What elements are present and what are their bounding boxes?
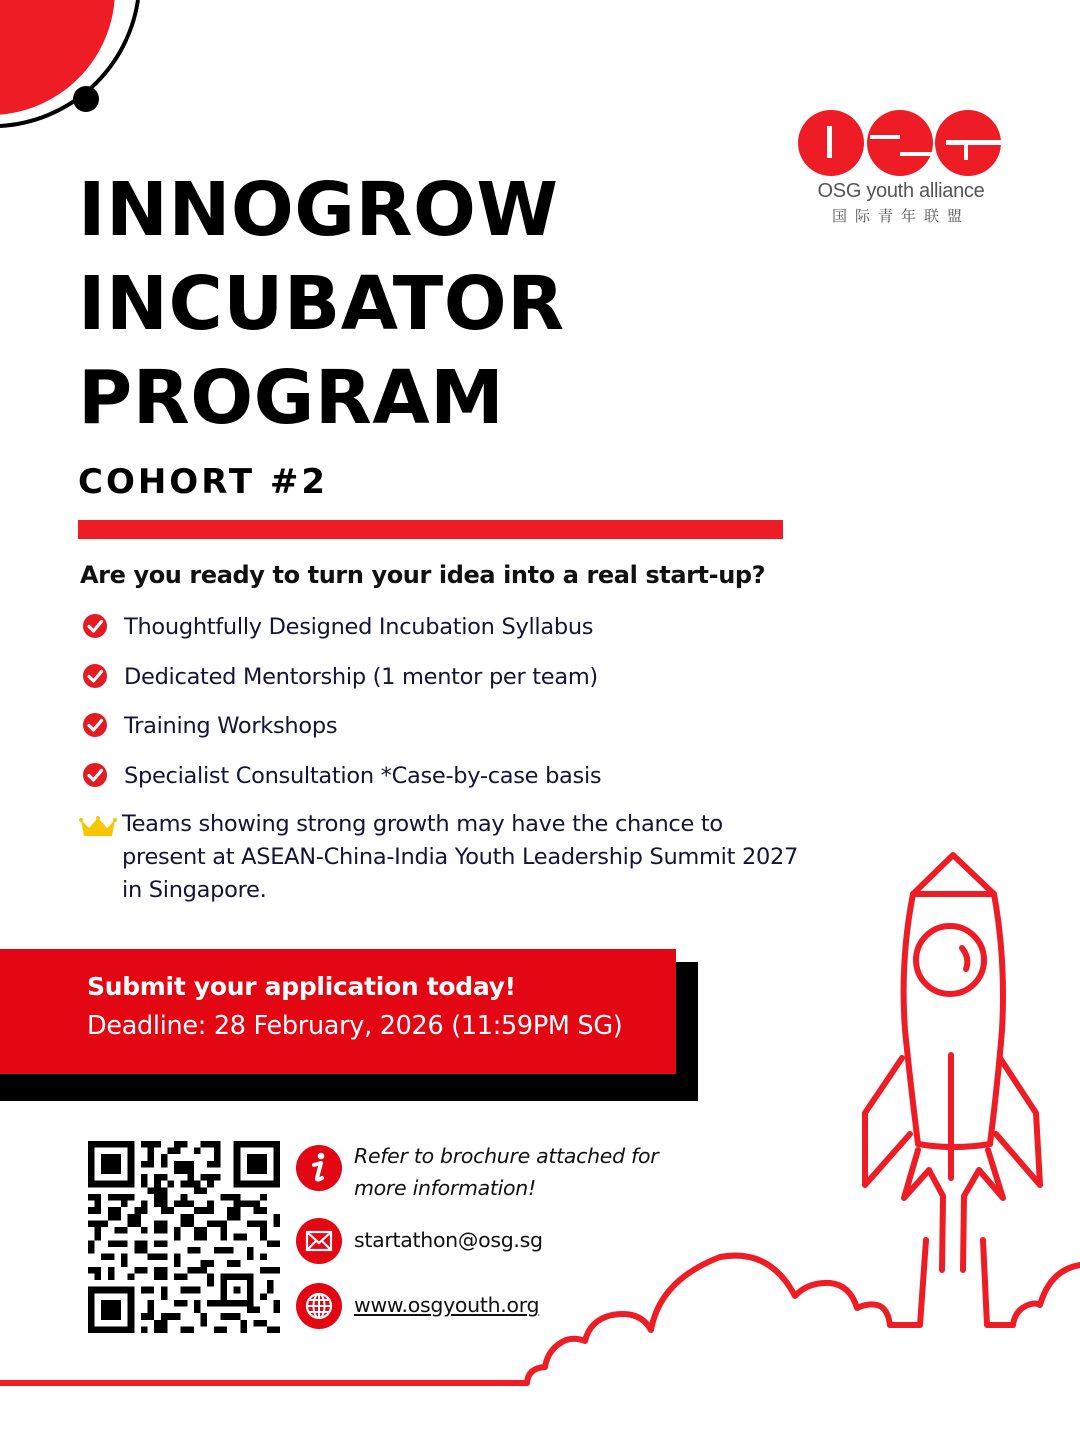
email-link[interactable]: startathon@osg.sg (354, 1228, 543, 1252)
feature-item (82, 710, 337, 743)
globe-icon (295, 1282, 343, 1330)
feature-text: Specialist Consultation *Case-by-case basis (124, 763, 602, 789)
feature-text: Thoughtfully Designed Incubation Syllabus (124, 614, 594, 640)
info-icon (295, 1144, 343, 1192)
feature-item (82, 611, 593, 644)
logo-name: OSG youth alliance (817, 180, 985, 202)
cohort-label: COHORT #2 (78, 462, 329, 502)
feature-text: Training Workshops (124, 713, 338, 739)
check-circle-icon (82, 612, 110, 640)
crown-icon (78, 814, 118, 842)
title-line-2: INCUBATOR (78, 261, 565, 347)
qr-code[interactable] (88, 1140, 280, 1334)
brochure-note: Refer to brochure attached for more information! (354, 1144, 659, 1200)
check-circle-icon (82, 662, 110, 690)
rocket-icon (865, 855, 1040, 1270)
title-line-3: PROGRAM (78, 355, 505, 441)
feature-text: Dedicated Mentorship (1 mentor per team) (124, 664, 598, 690)
mail-icon (295, 1217, 343, 1265)
feature-text: Teams showing strong growth may have the chance to present at ASEAN-China-India Youth Leadership Summit 2027 in Singapore. (122, 811, 799, 903)
corner-circle-decoration (0, 0, 160, 140)
cta-title: Submit your application today! (87, 972, 516, 1001)
logo-name-chinese: 国际青年联盟 (831, 208, 970, 225)
website-link[interactable]: www.osgyouth.org (354, 1293, 540, 1317)
feature-item-highlight (82, 808, 812, 907)
contact-info-item (295, 1140, 694, 1204)
check-circle-icon (82, 761, 110, 789)
contact-website-item[interactable] (295, 1282, 539, 1330)
contact-email-item[interactable] (295, 1217, 543, 1265)
feature-item (82, 760, 601, 793)
feature-item (82, 661, 598, 694)
check-circle-icon (82, 711, 110, 739)
cta-deadline: Deadline: 28 February, 2026 (11:59PM SG) (87, 1011, 623, 1041)
intro-question: Are you ready to turn your idea into a real start-up? (80, 561, 766, 589)
red-divider (78, 520, 783, 539)
title-line-1: INNOGROW (78, 167, 559, 253)
